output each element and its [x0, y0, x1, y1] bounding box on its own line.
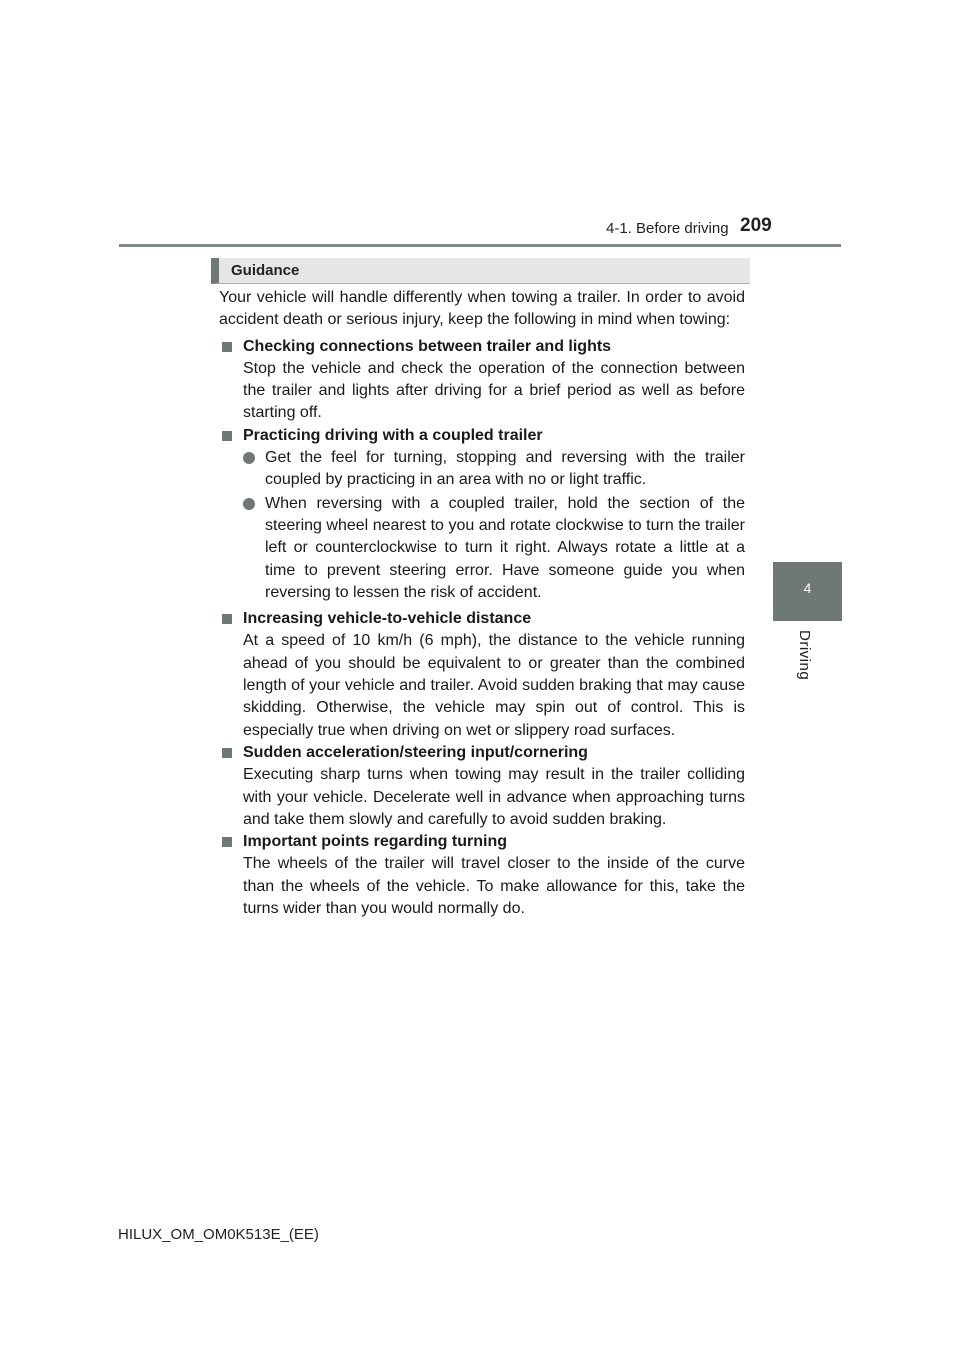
square-bullet-icon [222, 614, 232, 624]
circle-bullet-icon [243, 452, 255, 464]
header-section-title: 4-1. Before driving [606, 220, 729, 237]
section-heading [219, 425, 745, 447]
square-bullet-icon [222, 837, 232, 847]
document-code: HILUX_OM_OM0K513E_(EE) [118, 1226, 319, 1243]
square-bullet-icon [222, 342, 232, 352]
section-heading [219, 608, 745, 630]
section-heading [219, 742, 745, 764]
section-text: Executing sharp turns when towing may result in the trailer colliding with your vehicle. Decelerate well in advance when approaching turns and take them slowly and carefully to avoid sudden braking. [243, 766, 745, 828]
section-text: The wheels of the trailer will travel closer to the inside of the curve than the wheels of the vehicle. To make allowance for this, take the turns wider than you would normally do. [243, 855, 745, 918]
bullet-text: Get the feel for turning, stopping and reversing with the trailer coupled by practicing in an area with no or light traffic. [265, 449, 745, 489]
section-heading-text: Important points regarding turning [243, 833, 507, 851]
bullet-text: When reversing with a coupled trailer, hold the section of the steering wheel nearest to you and rotate clockwise to turn the trailer left or counterclockwise to turn it right. Always rotate a little at a time to prevent steering error. Have someone guide you when reversing to lessen the risk of accident. [265, 494, 745, 601]
guidance-content [219, 287, 745, 920]
intro-paragraph: Your vehicle will handle differently when towing a trailer. In order to avoid accident death or serious injury, keep the following in mind when towing: [219, 289, 745, 329]
square-bullet-icon [222, 748, 232, 758]
square-bullet-icon [222, 431, 232, 441]
header-divider [119, 244, 841, 247]
section-heading [219, 831, 745, 853]
bullet-list [219, 447, 745, 604]
guidance-header [211, 258, 750, 284]
section-heading-text: Increasing vehicle-to-vehicle distance [243, 610, 532, 628]
chapter-tab [773, 562, 842, 621]
section-text: At a speed of 10 km/h (6 mph), the distance to the vehicle running ahead of you should be equivalent to or greater than the combined length of your vehicle and trailer. Avoid sudden braking that may cause skidding. Otherwise, the vehicle may spin out of control. This is especially true when driving on wet or slippery road surfaces. [243, 632, 745, 739]
section-heading [219, 336, 745, 358]
section-heading-text: Practicing driving with a coupled trailer [243, 426, 543, 444]
bullet-item [219, 447, 745, 492]
chapter-label: Driving [796, 630, 813, 681]
circle-bullet-icon [243, 498, 255, 510]
section-heading-text: Sudden acceleration/steering input/cornering [243, 743, 588, 761]
section-text: Stop the vehicle and check the operation of the connection between the trailer and lights after driving for a brief period as well as before starting off. [243, 359, 745, 422]
guidance-title: Guidance [231, 262, 300, 279]
chapter-number: 4 [803, 580, 812, 596]
page-number: 209 [740, 215, 772, 236]
section-heading-text: Checking connections between trailer and lights [243, 337, 612, 355]
bullet-item [219, 493, 745, 604]
